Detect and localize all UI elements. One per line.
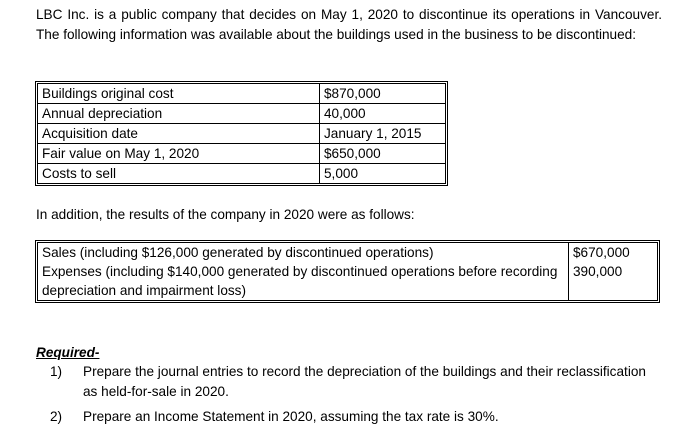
- row-value: $650,000: [320, 144, 446, 164]
- row-label: Fair value on May 1, 2020: [38, 144, 320, 164]
- row-label: Buildings original cost: [38, 84, 320, 104]
- results-amounts: [569, 243, 658, 301]
- table-row: [38, 144, 446, 164]
- expenses-description: Expenses (including $140,000 generated by discontinued operations before recording depreciation and impairment loss): [42, 264, 558, 298]
- row-label: Acquisition date: [38, 124, 320, 144]
- buildings-table: [37, 83, 446, 184]
- item-number: 2): [50, 409, 63, 424]
- item-number: 1): [50, 364, 63, 379]
- table-row: [38, 243, 658, 301]
- row-label: Costs to sell: [38, 164, 320, 184]
- table-row: [38, 164, 446, 184]
- table-row: [38, 84, 446, 104]
- required-heading: Required-: [36, 345, 100, 360]
- sales-description: Sales (including $126,000 generated by discontinued operations): [42, 245, 434, 260]
- results-table: [37, 242, 658, 301]
- list-item: [50, 407, 650, 427]
- expenses-amount: 390,000: [573, 264, 623, 279]
- results-descriptions: [38, 243, 569, 301]
- required-list: [50, 362, 650, 432]
- list-item: [50, 362, 650, 402]
- row-value: 5,000: [320, 164, 446, 184]
- row-label: Annual depreciation: [38, 104, 320, 124]
- row-value: 40,000: [320, 104, 446, 124]
- table-row: [38, 104, 446, 124]
- intro-paragraph: LBC Inc. is a public company that decides on May 1, 2020 to discontinue its operations in Vancouver. The following information was available about the buildings used in the business to be discontinued:: [36, 7, 662, 42]
- results-intro: In addition, the results of the company in 2020 were as follows:: [36, 207, 415, 222]
- item-text: Prepare the journal entries to record the depreciation of the buildings and their reclassification as held-for-sale in 2020.: [83, 364, 646, 399]
- item-text: Prepare an Income Statement in 2020, assuming the tax rate is 30%.: [83, 409, 499, 424]
- table-row: [38, 124, 446, 144]
- sales-amount: $670,000: [573, 245, 630, 260]
- row-value: $870,000: [320, 84, 446, 104]
- row-value: January 1, 2015: [320, 124, 446, 144]
